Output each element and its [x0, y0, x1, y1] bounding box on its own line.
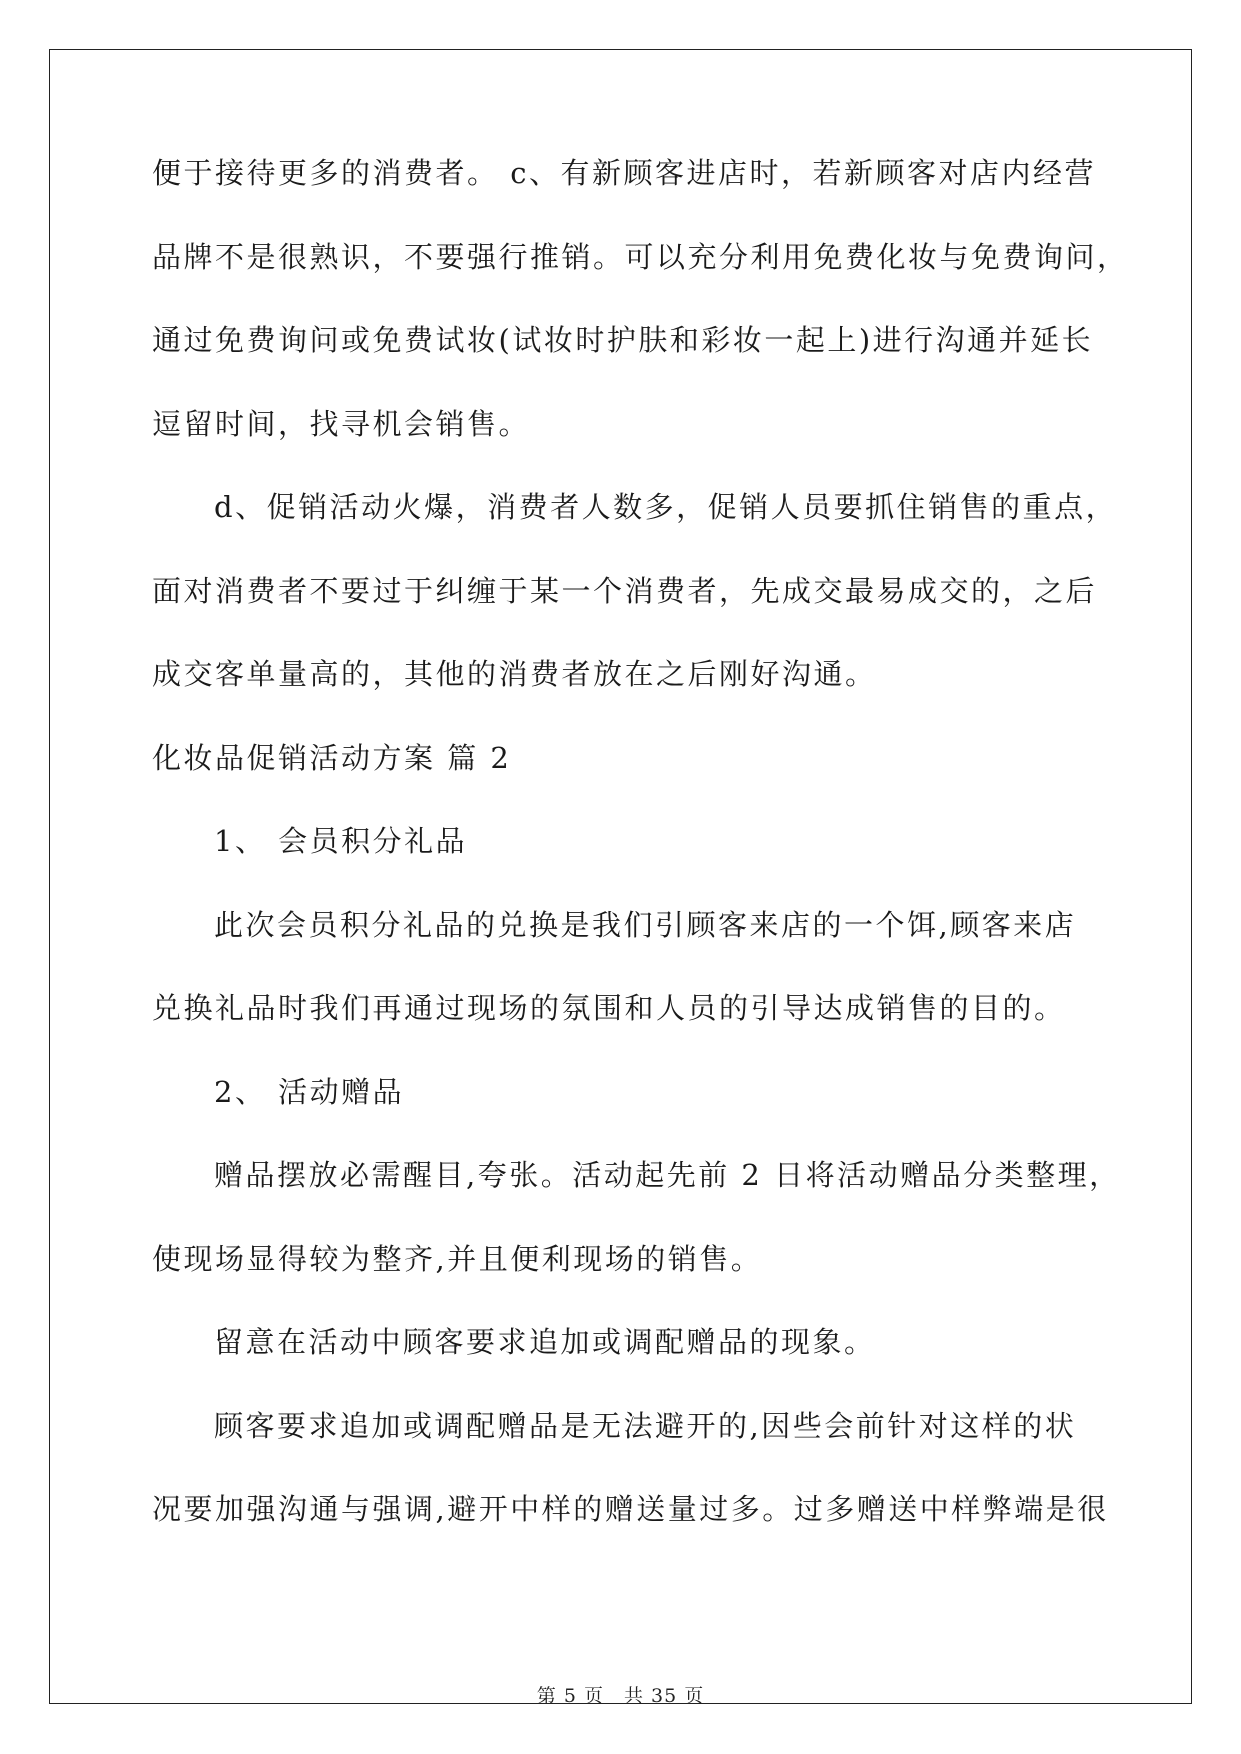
text-line: 面对消费者不要过于纠缠于某一个消费者，先成交最易成交的，之后 — [152, 573, 1098, 608]
text-line: 品牌不是很熟识，不要强行推销。可以充分利用免费化妆与免费询问， — [152, 239, 1129, 274]
text-line: d、促销活动火爆，消费者人数多，促销人员要抓住销售的重点， — [214, 490, 1118, 524]
page-number: 第 5 页 共 35 页 — [536, 1685, 705, 1707]
text-line: 此次会员积分礼品的兑换是我们引顾客来店的一个饵,顾客来店 — [214, 907, 1077, 942]
text-line: 使现场显得较为整齐,并且便利现场的销售。 — [152, 1241, 763, 1276]
text-line: 逗留时间，找寻机会销售。 — [152, 406, 531, 441]
list-item: 1、 会员积分礼品 — [214, 824, 468, 858]
document-body — [152, 155, 1129, 1575]
text-line: 便于接待更多的消费者。 c、有新顾客进店时，若新顾客对店内经营 — [152, 156, 1096, 190]
text-line: 况要加强沟通与强调,避开中样的赠送量过多。过多赠送中样弊端是很 — [152, 1492, 1109, 1526]
text-line: 通过免费询问或免费试妆(试妆时护肤和彩妆一起上)进行沟通并延长 — [152, 323, 1094, 357]
text-line: 兑换礼品时我们再通过现场的氛围和人员的引导达成销售的目的。 — [152, 991, 1066, 1025]
list-item: 2、 活动赠品 — [214, 1074, 405, 1109]
section-heading: 化妆品促销活动方案 篇 2 — [152, 740, 512, 775]
text-line: 留意在活动中顾客要求追加或调配赠品的现象。 — [214, 1325, 876, 1359]
text-line: 成交客单量高的，其他的消费者放在之后刚好沟通。 — [152, 657, 877, 691]
text-line: 顾客要求追加或调配赠品是无法避开的,因些会前针对这样的状 — [214, 1408, 1077, 1443]
text-line: 赠品摆放必需醒目,夸张。活动起先前 2 日将活动赠品分类整理， — [214, 1158, 1121, 1192]
